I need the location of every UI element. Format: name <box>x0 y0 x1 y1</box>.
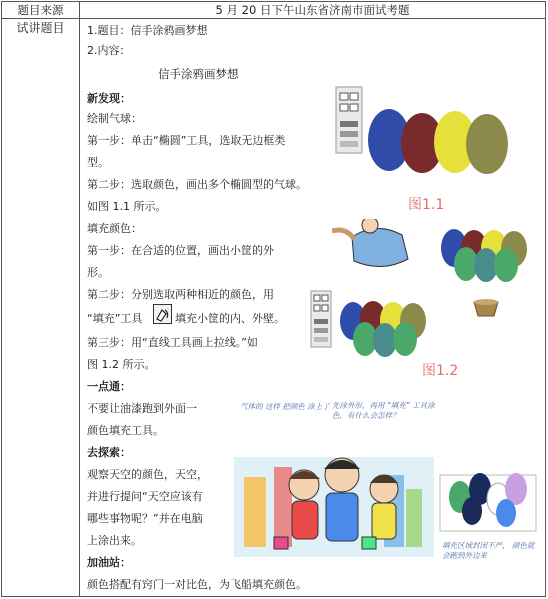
source-label: 题目来源 <box>2 2 80 19</box>
line-explore3: 哪些事物呢？”并在电脑 <box>87 512 203 525</box>
heading-discover: 新发现： <box>87 92 131 105</box>
bubble-middle: 先涂外形，再用 “填充” 工具涂色，有什么会怎样？ <box>332 401 435 420</box>
figure-1-1-caption: 图1.1 <box>408 197 445 213</box>
line-draw-balloon: 绘制气球： <box>87 112 142 125</box>
side-label: 试讲题目 <box>2 19 80 597</box>
content-cell <box>80 19 546 597</box>
line-fill-step2-cont: 填充小筐的内、外壁。 <box>175 312 285 325</box>
line-fill-step1-cont: 形。 <box>87 266 109 279</box>
heading-station: 加油站： <box>87 556 131 569</box>
line-explore2: 并进行提问“天空应该有 <box>87 490 203 503</box>
fill-bucket-icon <box>153 304 172 324</box>
line-subtitle: 信手涂鸦画梦想 <box>158 67 239 81</box>
child-sketch <box>332 219 418 275</box>
line-fill-tool: “填充”工具 <box>87 312 143 325</box>
line-explore1: 观察天空的颜色，天空， <box>87 468 208 481</box>
line-step1: 第一步：单击“椭圆”工具，选取无边框类 <box>87 134 286 147</box>
line-station: 颜色搭配有窍门一对比色，为飞船填充颜色。 <box>87 578 307 591</box>
heading-tip: 一点通： <box>87 380 131 393</box>
question-table <box>1 1 546 597</box>
line-fill-step2: 第二步：分别选取两种相近的颜色，用 <box>87 288 274 301</box>
line-step1-cont: 型。 <box>87 156 109 169</box>
figure-1-2-caption: 图1.2 <box>422 363 459 379</box>
bubble-left: 气体的 这样 把颜色 涂上了 <box>240 402 330 411</box>
line-tip1: 不要让油漆跑到外面一 <box>87 402 197 415</box>
line-tip2: 颜色填充工具。 <box>87 424 164 437</box>
line-explore4: 上涂出来。 <box>87 534 142 547</box>
line-fig11: 如图 1.1 所示。 <box>87 200 167 213</box>
balloon-basket-sketch <box>436 224 540 320</box>
line-fill-step3: 第三步：用“直线工具画上拉线。”如 <box>87 336 258 349</box>
note-right: 填充区域封闭不严， 颜色就会跑到外边来 <box>442 541 535 560</box>
heading-explore: 去探索： <box>87 446 131 459</box>
line-step2: 第二步：选取颜色，画出多个椭圆型的气球。 <box>87 178 307 191</box>
line-title: 1.题目：信手涂鸦画梦想 <box>87 24 208 37</box>
source-value: 5 月 20 日下午山东省济南市面试考题 <box>80 2 546 19</box>
figure-1-2 <box>309 289 444 371</box>
children-painting-illustration <box>234 397 538 557</box>
line-fill-color: 填充颜色： <box>87 222 142 235</box>
line-fill-step1: 第一步：在合适的位置，画出小筐的外 <box>87 244 274 257</box>
line-content-label: 2.内容： <box>87 44 131 57</box>
line-fig12: 图 1.2 所示。 <box>87 358 156 371</box>
